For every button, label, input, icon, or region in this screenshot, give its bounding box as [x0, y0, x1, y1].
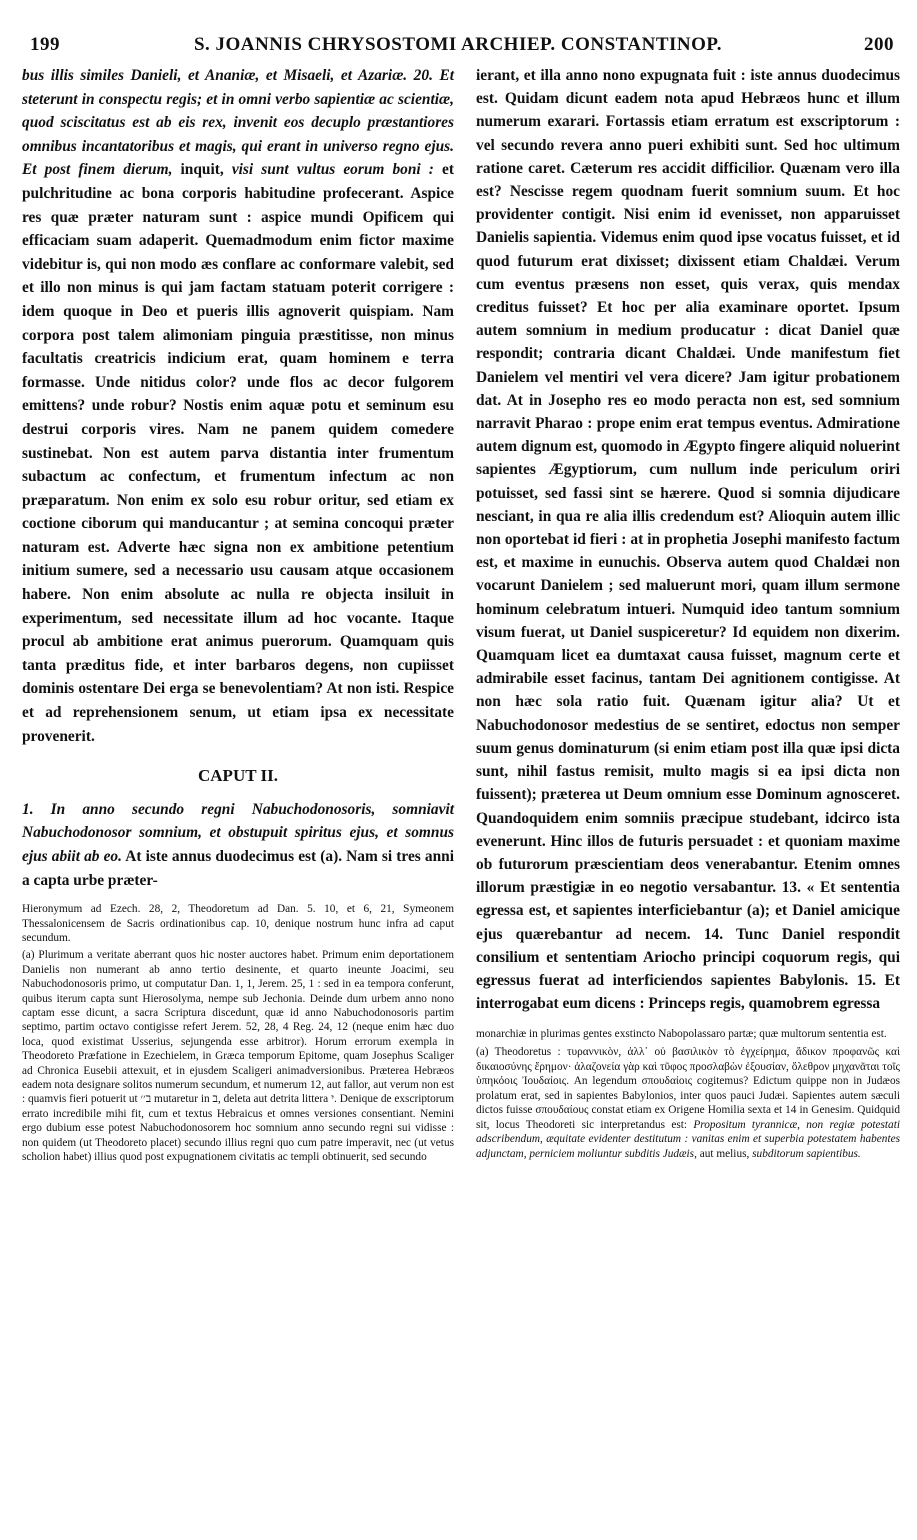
greek-text: σπουδαίους: [535, 1104, 589, 1117]
text-run: constat etiam ex Origene Homilia sexta et 14 in Genesim. Quidquid sit, locus Theodoreti sic interpretandus est:: [476, 1104, 900, 1131]
text-run: et pulchritudine ac bona corporis habitudine profecerant. Aspice res quæ præter naturam sunt : aspice mundi Opificem qui efficaciam suam adaperit. Quemadmodum enim fictor maxime videbitur is, qui non modo æs conflare ac conformare valebit, sed et illo non minus is qui jam factam statuam poterit corrigere : idem quoque in Deo et pueris illis agnoverit quispiam. Nam corpora post talem alimoniam pinguia præstitisse, non minus facultatis creatricis indicium erat, quam hominem e terra formasse. Unde nitidus color? unde flos ac decor fulgorem emittens? unde robur? Nostis enim aquæ potu et seminum esu destrui corporis vires. Nam ne panem quidem comedere sustinebat. Non est autem parva distantia inter frumentum subactum ac confectum, et frumentum infectum ac non præparatum. Non enim ex solo esu robur oritur, sed etiam ex coctione ciborum qui manducantur ; at semina concoqui præter naturam est. Adverte hæc signa non ex ambitione petentium initium sumere, sed a necessario usu causam atque occasionem habere. Non enim absolute ac nulla re objecta insiluit in experimentum, sed necessitate illum ad hoc vocante. Itaque procul ab ambitione erat animus puerorum. Quamquam quis tanta præditus fide, et inter barbaros degens, non cupiisset dominis ostentare Dei erga se benevolentiam? At non isti. Respice et ad reprehensionem senum, ut etiam ipsa ex necessitate provenerit.: [22, 161, 454, 745]
scripture-quote: 1. In anno secundo regni Nabuchodonosoris, somniavit Nabuchodonosor somnium, et obstupuit spiritus ejus, et somnus ejus abiit ab eo.: [22, 800, 454, 865]
greek-text: σπουδαίοις: [641, 1075, 693, 1088]
text-run: inquit,: [172, 161, 232, 179]
right-column: [476, 64, 900, 1165]
text-run: (a) Theodoretus :: [476, 1045, 567, 1058]
running-title: S. JOANNIS CHRYSOSTOMI ARCHIEP. CONSTANTINOP.: [193, 34, 723, 55]
footnote: Hieronymum ad Ezech. 28, 2, Theodoretum ad Dan. 5. 10, et 6, 21, Symeonem Thessalonicensem de Sacris ordinationibus cap. 10, denique nostrum hunc infra ad caput secundum.: [22, 903, 454, 944]
greek-text: τυραννικὸν, ἀλλ᾽ οὐ βασιλικὸν τὸ ἐγχείρημα, ἄδικον προφανῶς καὶ δικαιοσύνης ἔρημον· ἀλαζονεία γὰρ καὶ τῦφος προσλαβὼν ἐξουσίαν, ὄλεθρον μηχανᾶται τοῖς ὑπηκόοις Ἰουδαίοις.: [476, 1045, 900, 1088]
right-paragraph-1: ierant, et illa anno nono expugnata fuit : iste annus duodecimus est. Quidam dicunt eadem nota apud Hebræos hunc et illum numerum exarari. Fortassis etiam erratum est exscriptorum : vel secundo revera anno pueri exhibiti sunt. Sed hoc ultimum ratione caret. Cæterum res accidit difficilior. Quænam vero illa est? Nescisse regem quodnam fuerit somnium suum. Et hoc providenter contigit. Nisi enim id evenisset, non apparuisset Danielis sapientia. Videmus enim quod ipse vocatus fuisset, et id quod futurum erat dixisset; dixissent etiam Chaldæi. Verum cum eventus præsens non esset, quis verax, quis mendax creditus fuisset? Et hoc per alia examinare oportet. Ipsum autem somnium in medium producatur : dicat Daniel quæ respondit; contraria dicant Chaldæi. Unde manifestum fiet Danielem vel mentiri vel vera dicere? Jam igitur probationem dat. At in Josepho res eo modo peracta non est, sed somnium narravit Pharao : prope enim erat tempus eventus. Admiratione autem dignum est, quomodo in Ægypto fingere aliquid noluerint sapientes Ægyptiorum, cum nullum inde periculum oriri potuisset, sed fassi sint se hærere. Quod si somnia dijudicare nesciant, in qua re alia illis credendum est? Alioquin autem illic non oportebat id fieri : at in prophetia Josephi manifesto factum est, et maxime in eunuchis. Observa autem quod Chaldæi non vocarunt Danielem ; sed maluerunt mori, quam illum sermone hominum celebratum intueri. Numquid ideo tantum somnium visum fuerat, ut Daniel suspiceretur? Id equidem non dixerim. Quamquam licet ea dumtaxat causa fuisset, magnum certe et admirabile esset facinus, tantam Dei agnitionem contigisse. At non hæc sola ratio fuit. Quænam igitur alia? Ut et Nabuchodonosor medestius de se sentiret, edoctus non semper suum genus dominaturum (si enim etiam post illa quæ ipsi dicta sunt, nihil fastus remisit, multo magis si ea ipsi dicta non fuissent); præterea ut Deum omnium esse Dominum agnosceret. Quandoquidem enim somniis præcipue studebant, idcirco ista evenerunt. Hinc illos de futuris persuadet : et quoniam maxime ob futurorum præscientiam deos venerabantur. Etenim omnes illorum præstigiæ in eo negotio versabantur. 13. « Et sententia egressa est, et sapientes interficiebantur (a); et Daniel amicique ejus quærebantur ad necem. 14. Tunc Daniel respondit consilium et sententiam Ariocho principi coquorum regis, qui egressus fuerat ad interficiendos sapientes Babylonis. 15. Et interrogabat eum dicens : Princeps regis, quamobrem egressa: [476, 67, 900, 1013]
left-paragraph-2: [22, 798, 454, 892]
left-paragraph-1: [22, 64, 454, 748]
footnote: monarchiæ in plurimas gentes exstincto Nabopolassaro partæ; quæ multorum sententia est.: [476, 1028, 887, 1041]
scripture-quote: bus illis similes Danieli, et Ananiæ, et Misaeli, et Azariæ. 20. Et steterunt in conspectu regis; et in omni verbo sapientiæ ac scientiæ, quod sciscitatus est ab eis rex, invenit eos decuplo præstantiores omnibus incantatoribus et magis, qui erant in universo regno ejus. Et post finem dierum,: [22, 67, 454, 179]
chapter-heading: CAPUT II.: [198, 766, 278, 786]
left-main-text: [22, 64, 454, 892]
text-run: At iste annus duodecimus est (a). Nam si tres anni a capta urbe præter-: [22, 848, 454, 889]
text-run: An legendum: [569, 1075, 642, 1088]
text-run: cogitemus? Edictum quippe non in Judæos prolatum erat, sed in sapientes Babylonios, inter quos pauci Judæi. Sapientes autem sæculi dictos fuisse: [476, 1075, 901, 1117]
right-main-text: [476, 64, 900, 1015]
footnote: [476, 1045, 900, 1162]
left-footnotes: [22, 902, 454, 1164]
italic-text: Propositum tyrannicæ, non regiæ potestati adscribendum, æquitate evidenter destitutum : vanitas enim et superbia potestatem habentes adjunctam, perniciem moliuntur subditis Judæis,: [476, 1118, 900, 1161]
text-run: aut melius,: [696, 1148, 753, 1161]
left-column: [22, 64, 454, 1168]
page-number-right: 200: [864, 34, 894, 55]
right-footnotes: [476, 1027, 900, 1161]
scripture-quote: visi sunt vultus eorum boni :: [231, 161, 434, 179]
footnote: (a) Plurimum a veritate aberrant quos hic noster auctores habet. Primum enim deportationem Danielis non numerant ab anno tertio desinente, et quarto ineunte Joacimi, seu Nabuchodonosoris primo, ut computatur Dan. 1, 1, Jerem. 25, 1 : sed in ea tempora conferunt, quibus iterum capta sunt Hierosolyma, nempe sub Jechonia. Deinde dum urbem anno nono captam esse dicunt, a sacra Scriptura discedunt, quæ id anno Nabuchodonosoris partim septimo, partim octavo contigisse refert Jerem. 52, 28, 4 Reg. 24, 12 (neque enim hæc duo loca, quod existimat Usserius, sejungenda esse arbitror). Horum errorum exempla in Theodoreto Præfatione in Ezechielem, in Græca temporum Epitome, quam Josephus Scaliger ad Chronica Eusebii attexuit, et in ejusdem Scaligeri animadversionibus. Præterea Hebræos eadem nota designare solitos numerum secundum, et numerum 12, aut fallor, aut verum non est : quamvis fieri potuerit ut ב׳׳ mutaretur in ב, deleta aut detrita littera י. Denique de exscriptorum errato incredibile mihi fit, cum et textus Hebraicus et omnes versiones consentiant. Nemini ergo dubium esse potest Nabuchodonosorem hoc somnium anno secundo regni sui vidisse : non quidem (ut Theodoreto placet) secundo illius regni quo cum patre imperavit, nec (ut vetus scholion habet) illius quod post expugnationem civitatis ac templi obtinuerit, sed secundo: [22, 949, 454, 1164]
page-number-left: 199: [30, 34, 60, 55]
italic-text: subditorum sapientibus.: [752, 1148, 861, 1161]
page-header: [22, 34, 894, 60]
